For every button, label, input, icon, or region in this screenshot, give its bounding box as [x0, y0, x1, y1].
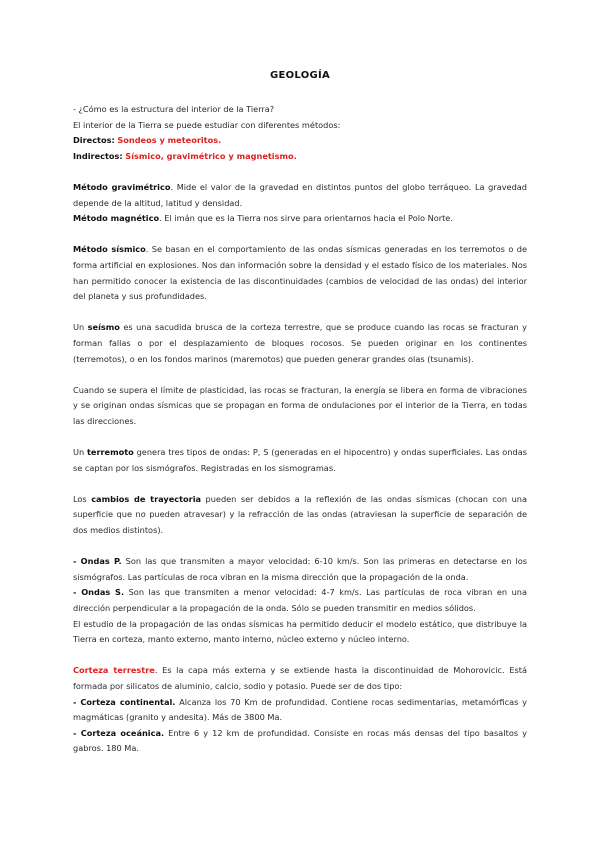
- indirect-label: Indirectos:: [73, 150, 123, 161]
- gravimetric-text: . Mide el valor de la gravedad en distintos puntos del globo terráqueo. La gravedad depende de la altitud, latitud y densidad.: [73, 181, 528, 208]
- static-model-paragraph: El estudio de la propagación de las ondas sísmicas ha permitido deducir el modelo estático, que distribuye la Tierra en corteza, manto externo, manto interno, núcleo externo y núcleo interno.: [73, 618, 527, 645]
- p-waves-text: Son las que transmiten a mayor velocidad: 6-10 km/s. Son las primeras en detectarse en los sismógrafos. Las partículas de roca vibran en la misma dirección que la propagación de la onda.: [73, 556, 527, 582]
- seismo-label: seísmo: [87, 322, 120, 333]
- document-body: [73, 102, 527, 757]
- gravimetric-label: Método gravimétrico: [73, 181, 171, 192]
- direct-methods-line: [73, 133, 527, 149]
- crust-label: Corteza terrestre: [73, 665, 155, 676]
- indirect-methods-line: [73, 149, 527, 165]
- s-waves-label: - Ondas S.: [73, 587, 125, 598]
- earthquake-paragraph: [73, 445, 527, 476]
- seismo-text: es una sacudida brusca de la corteza terrestre, que se produce cuando las rocas se fracturan y forman fallas o por el desplazamiento de bloques rocosos. Se pueden originar en los continentes (terremotos), o en los fondos marinos (maremotos) que pueden generar grandes olas (tsunamis).: [73, 322, 527, 364]
- magnetic-text: . El imán que es la Tierra nos sirve para orientarnos hacia el Polo Norte.: [159, 213, 453, 224]
- continental-crust-text: Alcanza los 70 Km de profundidad. Contiene rocas sedimentarias, metamórficas y magmáticas (granito y andesita). Más de 3800 Ma.: [73, 696, 528, 723]
- direct-label: Directos:: [73, 135, 115, 146]
- earthquake-pre: Un: [73, 447, 87, 458]
- seismo-pre: Un: [73, 322, 88, 333]
- intro-methods-line: El interior de la Tierra se puede estudiar con diferentes métodos:: [73, 119, 341, 130]
- seismo-paragraph: [73, 320, 527, 367]
- trajectory-label: cambios de trayectoria: [91, 493, 202, 504]
- earthquake-text: genera tres tipos de ondas: P, S (generadas en el hipocentro) y ondas superficiales. Las ondas se captan por los sismógrafos. Registradas en los sismogramas.: [73, 447, 527, 473]
- trajectory-text: pueden ser debidos a la reflexión de las ondas sísmicas (chocan con una superficie que no pueden atravesar) y la refracción de las ondas (atraviesan la superficie de separación de dos medios distintos).: [73, 493, 527, 536]
- direct-value: Sondeos y meteoritos.: [117, 135, 222, 146]
- trajectory-pre: Los: [73, 493, 92, 504]
- seismic-paragraph: [73, 242, 527, 304]
- page-title: GEOLOGÍA: [269, 70, 331, 81]
- crust-text: . Es la capa más externa y se extiende hasta la discontinuidad de Mohorovicic. Está formada por silicatos de aluminio, calcio, sodio y potasio. Puede ser de dos tipo:: [73, 665, 527, 691]
- oceanic-crust-label: - Corteza oceánica.: [73, 727, 165, 738]
- plasticity-paragraph: Cuando se supera el límite de plasticidad, las rocas se fracturan, la energía se libera en forma de vibraciones y se originan ondas sísmicas que se propagan en forma de ondulaciones por el interior de la Tierra, en todas las direcciones.: [73, 384, 527, 426]
- indirect-value: Sísmico, gravimétrico y magnetismo.: [125, 150, 297, 161]
- continental-crust-label: - Corteza continental.: [73, 696, 176, 707]
- oceanic-crust-paragraph: [73, 726, 527, 757]
- magnetic-label: Método magnético: [73, 213, 160, 224]
- s-waves-paragraph: [73, 585, 527, 616]
- earthquake-label: terremoto: [87, 447, 134, 458]
- intro-question: - ¿Cómo es la estructura del interior de la Tierra?: [73, 104, 275, 114]
- magnetic-paragraph: [73, 211, 527, 227]
- trajectory-paragraph: [73, 492, 527, 539]
- crust-paragraph: [73, 663, 527, 694]
- seismic-text: . Se basan en el comportamiento de las ondas sísmicas generadas en los terremotos o de forma artificial en explosiones. Nos dan información sobre la densidad y el estado físico de los materiales. Nos han permitido conocer la existencia de las discontinuidades (cambios de velocidad de las ondas) del interior del planeta y sus profundidades.: [73, 244, 528, 302]
- gravimetric-paragraph: [73, 180, 527, 211]
- seismic-label: Método sísmico: [73, 244, 146, 255]
- oceanic-crust-text: Entre 6 y 12 km de profundidad. Consiste en rocas más densas del tipo basaltos y gabros. 180 Ma.: [73, 727, 527, 754]
- continental-crust-paragraph: [73, 695, 527, 726]
- p-waves-label: - Ondas P.: [73, 556, 122, 567]
- s-waves-text: Son las que transmiten a menor velocidad: 4-7 km/s. Las partículas de roca vibran en una dirección perpendicular a la propagación de la onda. Sólo se pueden transmitir en medios sólidos.: [73, 587, 528, 613]
- p-waves-paragraph: [73, 554, 527, 585]
